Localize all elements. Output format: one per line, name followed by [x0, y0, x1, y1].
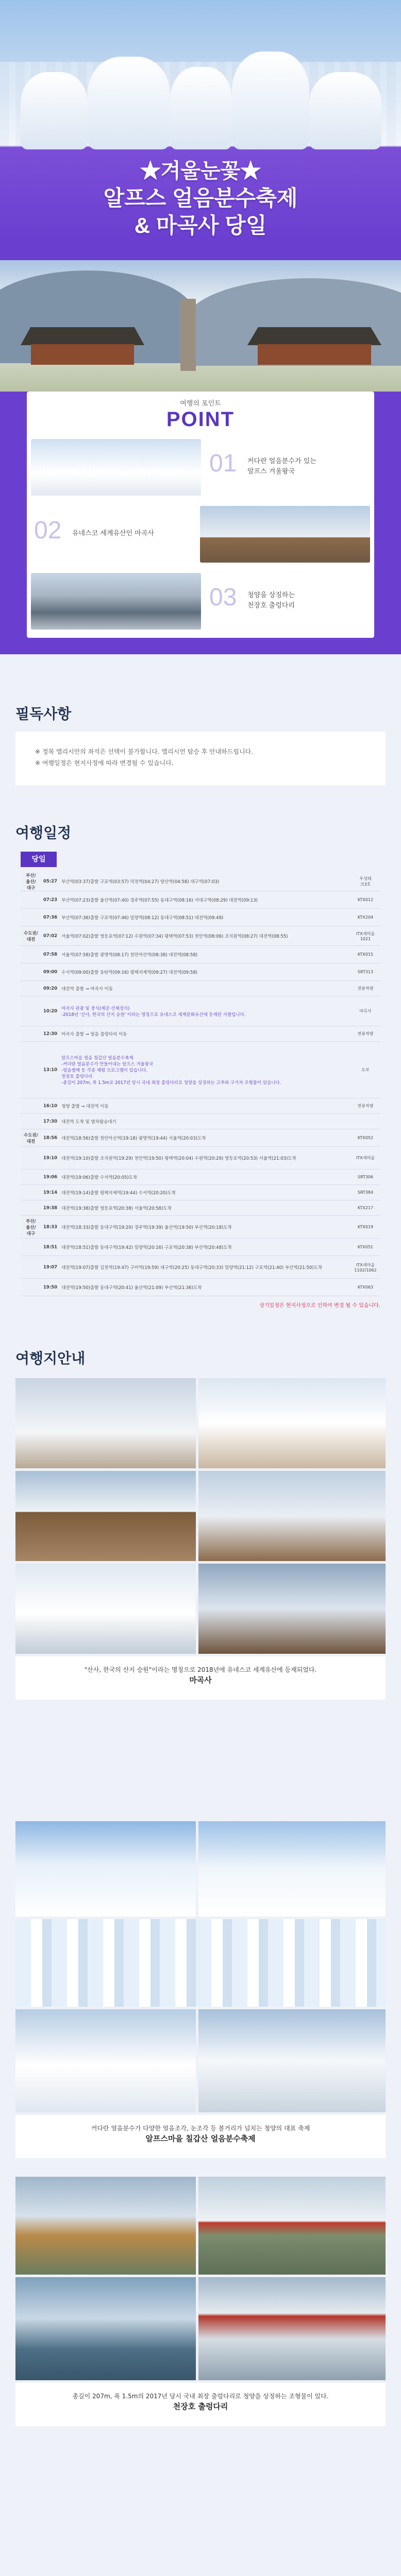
schedule-row [21, 872, 380, 891]
schedule-place: 수도권/ 대전 [21, 1129, 41, 1147]
schedule-transport: SRT384 [350, 1185, 380, 1200]
magok-temple-thumbnail [200, 506, 370, 563]
magok-caption: "산사, 한국의 산지 승원"이라는 명칭으로 2018년에 유네스코 세계유산에 등재되었다. 마곡사 [84, 1666, 317, 1685]
schedule-transport: 도보 [350, 1042, 380, 1098]
temple-hall [258, 344, 371, 365]
schedule-place [21, 996, 41, 1026]
schedule-note: 상기일정은 현지사정으로 인하여 변경 될 수 있습니다. [259, 1303, 380, 1309]
temple-hall [31, 344, 134, 365]
point-subtitle: 여행의 포인트 [180, 400, 221, 408]
schedule-place [21, 1256, 41, 1279]
schedule-detail: 대전역(18:51)출발 동대구역(19:42) 밀양역(20:16) 구포역(20:38) 부산역(20:48)도착 [59, 1239, 350, 1256]
point-number: 03 [209, 584, 237, 611]
schedule-detail: 대전역(19:38)출발 영등포역(20:38) 서울역(20:58)도착 [59, 1200, 350, 1216]
schedule-row [21, 1216, 380, 1239]
point-title: POINT [166, 408, 235, 431]
schedule-row [21, 1279, 380, 1296]
schedule-row [21, 926, 380, 946]
schedule-place [21, 1239, 41, 1256]
hero-title-line3: & 마곡사 당일 [134, 213, 267, 238]
point-text: 커다란 얼음분수가 있는 알프스 겨울왕국 [247, 457, 316, 476]
schedule-time: 18:33 [41, 1216, 59, 1239]
schedule-detail: 대전역(18:56)출발 천안아산역(19:18) 광명역(19:44) 서울역(20:03)도착 [59, 1129, 350, 1147]
schedule-detail: 대전역 출발 → 마곡사 이동 [59, 981, 350, 996]
hero-banner [0, 0, 401, 242]
schedule-time: 19:07 [41, 1256, 59, 1279]
schedule-place [21, 1098, 41, 1114]
schedule-place [21, 1279, 41, 1296]
schedule-transport: KTX052 [350, 1129, 380, 1147]
schedule-row [21, 981, 380, 996]
guide-section [0, 1327, 401, 2576]
schedule-detail: 대전역(19:06)출발 수서역(20:05)도착 [59, 1170, 350, 1185]
schedule-transport: KTX063 [350, 1279, 380, 1296]
schedule-detail: 청양 출발 → 대전역 이동 [59, 1098, 350, 1114]
fountain-caption-box [15, 2115, 386, 2158]
schedule-detail: 대전역(19:07)출발 김천역(19:47) 구미역(19:59) 대구역(20:25) 동대구역(20:33) 밀양역(21:12) 구포역(21:40) 부산역(21:50)도착 [59, 1256, 350, 1279]
schedule-transport: ITX새마을 [350, 1147, 380, 1170]
schedule-place [21, 1170, 41, 1185]
point-box [27, 392, 374, 638]
schedule-place [21, 891, 41, 909]
schedule-row [21, 1129, 380, 1147]
point-section [0, 392, 401, 654]
bridge-caption: 총길이 207m, 폭 1.5m의 2017년 당시 국내 최장 출렁다리로 청양을 상징하는 조형물이 있다. 천장호 출렁다리 [72, 2393, 329, 2411]
schedule-place [21, 909, 41, 926]
schedule-place: 부산/ 울산/ 대구 [21, 1216, 41, 1239]
schedule-time: 19:50 [41, 1279, 59, 1296]
magok-photo [15, 1564, 196, 1654]
schedule-time: 18:56 [41, 1129, 59, 1147]
ice-fountain-photo [15, 1821, 196, 1917]
schedule-transport: SRT306 [350, 1170, 380, 1185]
note-line: ※ 여행일정은 현지사정에 따라 변경될 수 있습니다. [35, 759, 174, 767]
schedule-detail: 대전역(19:10)출발 조치원역(19:29) 천안역(19:50) 평택역(20:04) 수원역(20:29) 영등포역(20:53) 서울역(21:03)도착 [59, 1147, 350, 1170]
schedule-place [21, 1185, 41, 1200]
temple-photo [0, 242, 401, 392]
notes-box [15, 732, 386, 785]
schedule-transport: KTX217 [350, 1200, 380, 1216]
schedule-transport: 우성테 크3호 [350, 872, 380, 891]
schedule-detail: 부산역(07:36)출발 구포역(07:46) 밀양역(08:12) 동대구역(08:51) 대전역(09:49) [59, 909, 350, 926]
schedule-time: 09:20 [41, 981, 59, 996]
schedule-detail: 마곡사 출발 → 얼음 출렁다리 이동 [59, 1026, 350, 1042]
hero-title-line2: 알프스 얼음분수축제 [103, 186, 298, 210]
schedule-time: 07:58 [41, 946, 59, 963]
schedule-transport: 전용차량 [350, 1098, 380, 1114]
point-item-2 [31, 506, 370, 563]
schedule-row [21, 1098, 380, 1114]
schedule-row [21, 1147, 380, 1170]
schedule-detail: 부산역(03:37)출발 구포역(03:57) 덕천역(04:27) 양산역(04:58) 대구역(07:03) [59, 872, 350, 891]
schedule-time: 19:38 [41, 1200, 59, 1216]
schedule-row [21, 1170, 380, 1185]
schedule-place: 부산/ 울산/ 대구 [21, 872, 41, 891]
schedule-place [21, 1042, 41, 1098]
point-number: 01 [209, 450, 237, 477]
snow-sculpture [21, 72, 88, 149]
schedule-time: 19:10 [41, 1147, 59, 1170]
snow-sculpture [309, 72, 381, 149]
schedule-transport: KTX051 [350, 1239, 380, 1256]
schedule-row [21, 963, 380, 981]
stone-pagoda [180, 299, 196, 371]
schedule-title: 여행일정 [15, 824, 72, 841]
point-item-3 [31, 573, 370, 630]
schedule-detail: 서울역(07:58)출발 광명역(08:17) 천안아산역(08:38) 대전역(08:58) [59, 946, 350, 963]
schedule-place [21, 946, 41, 963]
schedule-detail: 대전역(19:14)출발 평택지제역(19:44) 수서역(20:20)도착 [59, 1185, 350, 1200]
schedule-row [21, 1114, 380, 1129]
schedule-transport: SRT313 [350, 963, 380, 981]
schedule-row [21, 1256, 380, 1279]
ice-fountain-photo [15, 1919, 386, 2007]
schedule-time: 13:10 [41, 1042, 59, 1098]
suspension-bridge-thumbnail [31, 573, 201, 630]
schedule-row [21, 1185, 380, 1200]
notes-title: 필독사항 [15, 705, 72, 722]
magok-photo [15, 1471, 196, 1561]
schedule-place [21, 1026, 41, 1042]
schedule-time: 17:30 [41, 1114, 59, 1129]
schedule-place [21, 981, 41, 996]
schedule-detail: 부산역(07:23)출발 울산역(07:40) 경주역(07:55) 동대구역(08:16) 서대구역(08:29) 대전역(09:13) [59, 891, 350, 909]
schedule-transport: 마곡사 [350, 996, 380, 1026]
schedule-row [21, 891, 380, 909]
schedule-detail: 대전역 도착 및 열차탑승대기 [59, 1114, 350, 1129]
schedule-section [0, 811, 401, 1327]
schedule-detail: 알프스마을 얼음 칠갑산 얼음분수축제 -커다란 얼음분수가 만들어내는 알프스 겨울왕국 -얼음썰매 등 각종 체험 프로그램이 있습니다. 천장호 출렁다리 -총길이 207m, 폭 1.5m로 2017년 당시 국내 최장 출렁다리로 청양을 상징하는 고추와 구기자 조형물이 있습니다. [59, 1042, 350, 1098]
magok-photo [15, 1378, 196, 1468]
schedule-place [21, 1200, 41, 1216]
note-line: ※ 정복 엘리시안의 좌석은 선택이 불가합니다. 엘리시언 탑승 후 안내하드립니다. [35, 748, 253, 755]
schedule-detail: 서울역(07:02)출발 영등포역(07:12) 수원역(07:34) 평택역(07:53) 천안역(08:06) 조치원역(08:27) 대전역(08:55) [59, 926, 350, 946]
schedule-detail: 대전역(19:50)출발 동대구역(20:41) 울산역(21:09) 부산역(21:36)도착 [59, 1279, 350, 1296]
magok-photo [198, 1564, 386, 1654]
schedule-row [21, 996, 380, 1026]
schedule-time: 07:36 [41, 909, 59, 926]
schedule-row [21, 1239, 380, 1256]
bridge-photo [198, 2277, 386, 2380]
schedule-time: 18:51 [41, 1239, 59, 1256]
magok-caption-box [15, 1656, 386, 1700]
point-number: 02 [34, 517, 62, 544]
schedule-time: 07:23 [41, 891, 59, 909]
schedule-place: 수도권/ 대전 [21, 926, 41, 946]
schedule-row [21, 1026, 380, 1042]
notes-section [0, 654, 401, 811]
schedule-transport: KTX012 [350, 891, 380, 909]
snow-sculpture [88, 57, 170, 149]
day-tab: 당일 [21, 852, 57, 867]
ice-fountain-thumbnail [31, 439, 201, 496]
schedule-place [21, 1114, 41, 1129]
bridge-photo [15, 2177, 196, 2275]
snow-sculpture [170, 67, 232, 149]
magok-photo [198, 1378, 386, 1468]
schedule-time: 16:10 [41, 1098, 59, 1114]
schedule-row [21, 909, 380, 926]
schedule-time: 12:30 [41, 1026, 59, 1042]
bridge-photo [198, 2177, 386, 2275]
schedule-transport: KTX204 [350, 909, 380, 926]
schedule-transport: KTX015 [350, 946, 380, 963]
ice-fountain-photo [198, 2009, 386, 2112]
schedule-time: 10:20 [41, 996, 59, 1026]
hero-title-line1: ★겨울눈꽃★ [140, 160, 261, 182]
point-text: 유네스코 세계유산인 마곡사 [72, 530, 154, 537]
schedule-detail: 대전역(18:33)출발 동대구역(19:20) 경주역(19:39) 울산역(19:50) 부산역(20:18)도착 [59, 1216, 350, 1239]
point-item-1 [31, 439, 370, 496]
schedule-table [21, 872, 380, 1296]
bridge-caption-box [15, 2383, 386, 2426]
schedule-transport: KTX019 [350, 1216, 380, 1239]
ice-fountain-photo [15, 2009, 196, 2112]
schedule-place [21, 1147, 41, 1170]
schedule-row [21, 1200, 380, 1216]
schedule-transport: ITX새마을 1021 [350, 926, 380, 946]
schedule-detail: 마곡사 관광 및 중식(제공·산채정식) -2018년 '산사, 한국의 산지 승원' 이라는 명칭으로 유네스코 세계문화유산에 등재된 사찰입니다. [59, 996, 350, 1026]
schedule-transport: 전용차량 [350, 1026, 380, 1042]
schedule-time: 05:27 [41, 872, 59, 891]
point-text: 청양을 상징하는 천장호 출렁다리 [247, 591, 295, 609]
schedule-detail: 수서역(09:00)출발 동탄역(09:16) 평택지제역(09:27) 대전역(09:58) [59, 963, 350, 981]
ice-fountain-photo [198, 1821, 386, 1917]
schedule-place [21, 963, 41, 981]
schedule-row [21, 1042, 380, 1098]
schedule-transport: ITX새마을 1102/1062 [350, 1256, 380, 1279]
bridge-photo [15, 2277, 196, 2380]
schedule-time: 07:02 [41, 926, 59, 946]
guide-title: 여행지안내 [15, 1350, 86, 1367]
schedule-transport: 전용차량 [350, 981, 380, 996]
snow-sculpture [232, 52, 309, 149]
schedule-row [21, 946, 380, 963]
schedule-time: 19:14 [41, 1185, 59, 1200]
schedule-transport [350, 1114, 380, 1129]
fountain-caption: 커다란 얼음분수가 다양한 얼음조각, 눈조각 등 볼거리가 넘치는 청양의 대표 축제 알프스마을 칠갑산 얼음분수축제 [91, 2125, 310, 2143]
schedule-time: 09:00 [41, 963, 59, 981]
schedule-time: 19:06 [41, 1170, 59, 1185]
magok-photo [198, 1471, 386, 1561]
